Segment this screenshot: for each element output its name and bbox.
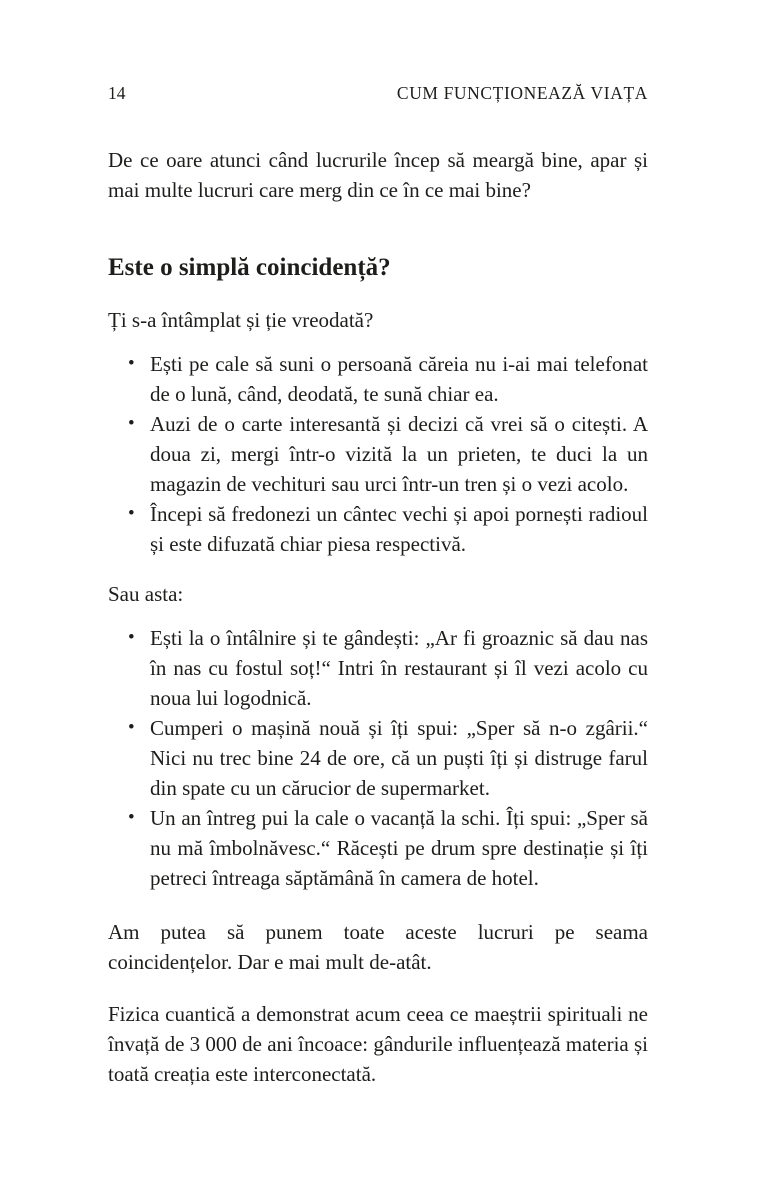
page-number: 14 — [108, 83, 126, 103]
coincidence-list-1 — [126, 349, 648, 559]
coincidence-list-2 — [126, 623, 648, 893]
page-body — [108, 145, 648, 1089]
intro-paragraph: De ce oare atunci când lucrurile încep să meargă bine, apar și mai multe lucruri care merg din ce în ce mai bine? — [108, 148, 648, 202]
conclusion-paragraph: Am putea să punem toate aceste lucruri pe seama coincidențelor. Dar e mai mult de-atât. — [108, 920, 648, 974]
list-item: • Cumperi o mașină nouă și îți spui: „Sper să n-o zgârii.“ Nici nu trec bine 24 de ore, că un puști îți și distruge farul din spate cu un cărucior de supermarket. — [126, 713, 648, 803]
list-item: • Un an întreg pui la cale o vacanță la schi. Îți spui: „Sper să nu mă îmbolnăvesc.“ Răcești pe drum spre destinație și îți petreci întreaga săptămână în camera de hotel. — [126, 803, 648, 893]
list-item: • Auzi de o carte interesantă și decizi că vrei să o citești. A doua zi, mergi într-o vizită la un prieten, te duci la un magazin de vechituri sau urci într-un tren și o vezi acolo. — [126, 409, 648, 499]
quantum-physics-paragraph: Fizica cuantică a demonstrat acum ceea ce maeștrii spirituali ne învață de 3 000 de ani încoace: gândurile influențează materia și toată creația este interconectată. — [108, 1002, 648, 1086]
list-item: • Ești pe cale să suni o persoană căreia nu i-ai mai telefonat de o lună, când, deodată, te sună chiar ea. — [126, 349, 648, 409]
section-heading: Este o simplă coincidență? — [108, 254, 391, 281]
running-title: CUM FUNCȚIONEAZĂ VIAȚA — [396, 83, 648, 103]
running-head — [108, 84, 648, 103]
question-paragraph: Ți s-a întâmplat și ție vreodată? — [108, 308, 374, 332]
list-item: • Ești la o întâlnire și te gândești: „Ar fi groaznic să dau nas în nas cu fostul soț!“ Intri în restaurant și îl vezi acolo cu noua lui logodnică. — [126, 623, 648, 713]
list-item: • Începi să fredonezi un cântec vechi și apoi pornești radioul și este difuzată chiar piesa respectivă. — [126, 499, 648, 559]
interlude-paragraph: Sau asta: — [108, 582, 184, 606]
